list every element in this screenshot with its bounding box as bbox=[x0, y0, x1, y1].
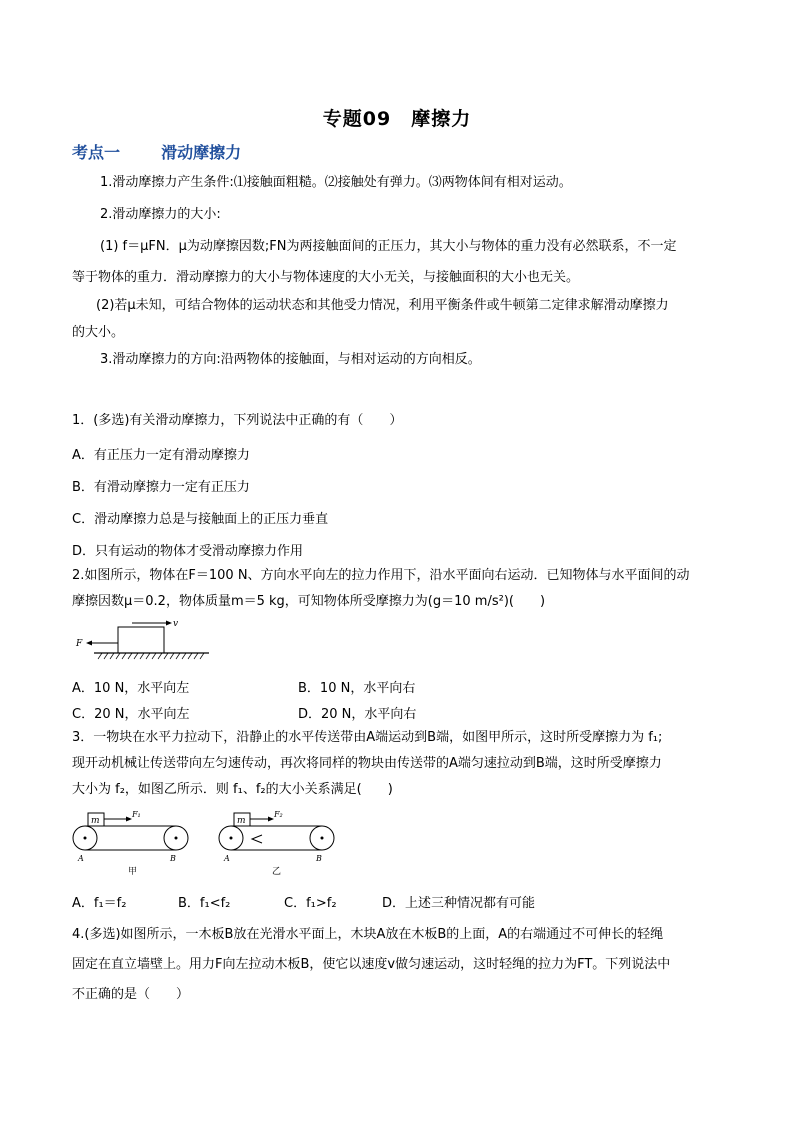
q1-option-b: B．有滑动摩擦力一定有正压力 bbox=[72, 480, 250, 495]
q2-option-a: A．10 N，水平向左 bbox=[72, 681, 190, 696]
q2-fig-v-label: v bbox=[173, 619, 179, 629]
theory-p3b: 等于物体的重力．滑动摩擦力的大小与物体速度的大小无关，与接触面积的大小也无关。 bbox=[72, 270, 580, 285]
theory-p3a: (1) f＝μFN．μ为动摩擦因数;FN为两接触面间的正压力，其大小与物体的重力没有必然联系，不一定 bbox=[100, 239, 677, 254]
q1-option-c: C．滑动摩擦力总是与接触面上的正压力垂直 bbox=[72, 512, 329, 527]
q4-stem-2: 固定在直立墙壁上。用力F向左拉动木板B，使它以速度v做匀速运动，这时轻绳的拉力为FT。下列说法中 bbox=[72, 957, 671, 972]
q1-stem: 1．(多选)有关滑动摩擦力，下列说法中正确的有（ ） bbox=[72, 413, 403, 428]
q2-option-c: C．20 N，水平向左 bbox=[72, 707, 190, 722]
q3-fig2-B: B bbox=[316, 854, 322, 863]
theory-p1: 1.滑动摩擦力产生条件:⑴接触面粗糙。⑵接触处有弹力。⑶两物体间有相对运动。 bbox=[100, 175, 572, 190]
q2-fig-F-label: F bbox=[76, 639, 83, 649]
q2-stem-2: 摩擦因数μ＝0.2，物体质量m＝5 kg，可知物体所受摩擦力为(g＝10 m/s²)( ) bbox=[72, 594, 546, 609]
q3-stem-2: 现开动机械让传送带向左匀速传动，再次将同样的物块由传送带的A端匀速拉动到B端，这时所受摩擦力 bbox=[72, 756, 662, 771]
q3-option-c: C．f₁>f₂ bbox=[284, 896, 337, 911]
q3-fig1-A: A bbox=[78, 854, 84, 863]
section-heading bbox=[72, 140, 241, 163]
q4-stem-3: 不正确的是（ ） bbox=[72, 987, 190, 1002]
q2-option-b: B．10 N，水平向右 bbox=[298, 681, 416, 696]
q3-fig2-A: A bbox=[224, 854, 230, 863]
q1-option-d: D．只有运动的物体才受滑动摩擦力作用 bbox=[72, 544, 304, 559]
theory-p5: 3.滑动摩擦力的方向:沿两物体的接触面，与相对运动的方向相反。 bbox=[100, 352, 481, 367]
section-name: 滑动摩擦力 bbox=[161, 143, 242, 162]
q3-fig2-m: m bbox=[237, 816, 246, 826]
q3-fig2-caption: 乙 bbox=[272, 867, 282, 877]
q1-option-a: A．有正压力一定有滑动摩擦力 bbox=[72, 448, 250, 463]
q3-figure-jia bbox=[72, 808, 192, 878]
q4-stem-1: 4.(多选)如图所示，一木板B放在光滑水平面上，木块A放在木板B的上面，A的右端通过不可伸长的轻绳 bbox=[72, 927, 664, 942]
theory-p4a: (2)若μ未知，可结合物体的运动状态和其他受力情况，利用平衡条件或牛顿第二定律求解滑动摩擦力 bbox=[96, 298, 669, 313]
q3-figure-yi bbox=[218, 808, 338, 878]
q3-stem-3: 大小为 f₂，如图乙所示．则 f₁、f₂的大小关系满足( ) bbox=[72, 782, 393, 797]
theory-p4b: 的大小。 bbox=[72, 325, 125, 340]
q2-stem-1: 2.如图所示，物体在F＝100 N、方向水平向左的拉力作用下，沿水平面向右运动．已知物体与水平面间的动 bbox=[72, 568, 690, 583]
q3-fig1-m: m bbox=[91, 816, 100, 826]
page-title: 专题09 摩擦力 bbox=[322, 108, 472, 130]
q3-option-a: A．f₁＝f₂ bbox=[72, 896, 127, 911]
q3-fig2-left-arrow bbox=[252, 835, 262, 843]
q3-fig2-F: F₂ bbox=[274, 810, 283, 819]
q3-option-b: B．f₁<f₂ bbox=[178, 896, 231, 911]
q3-fig1-caption: 甲 bbox=[128, 867, 138, 877]
q3-stem-1: 3．一物块在水平力拉动下，沿静止的水平传送带由A端运动到B端，如图甲所示，这时所受摩擦力为 f₁; bbox=[72, 730, 663, 745]
theory-p2: 2.滑动摩擦力的大小: bbox=[100, 207, 221, 222]
section-label: 考点一 bbox=[72, 143, 121, 162]
q3-fig1-B: B bbox=[170, 854, 176, 863]
q2-figure bbox=[72, 615, 217, 663]
q3-option-d: D．上述三种情况都有可能 bbox=[382, 896, 536, 911]
q2-option-d: D．20 N，水平向右 bbox=[298, 707, 417, 722]
q3-fig1-F: F₁ bbox=[132, 810, 141, 819]
